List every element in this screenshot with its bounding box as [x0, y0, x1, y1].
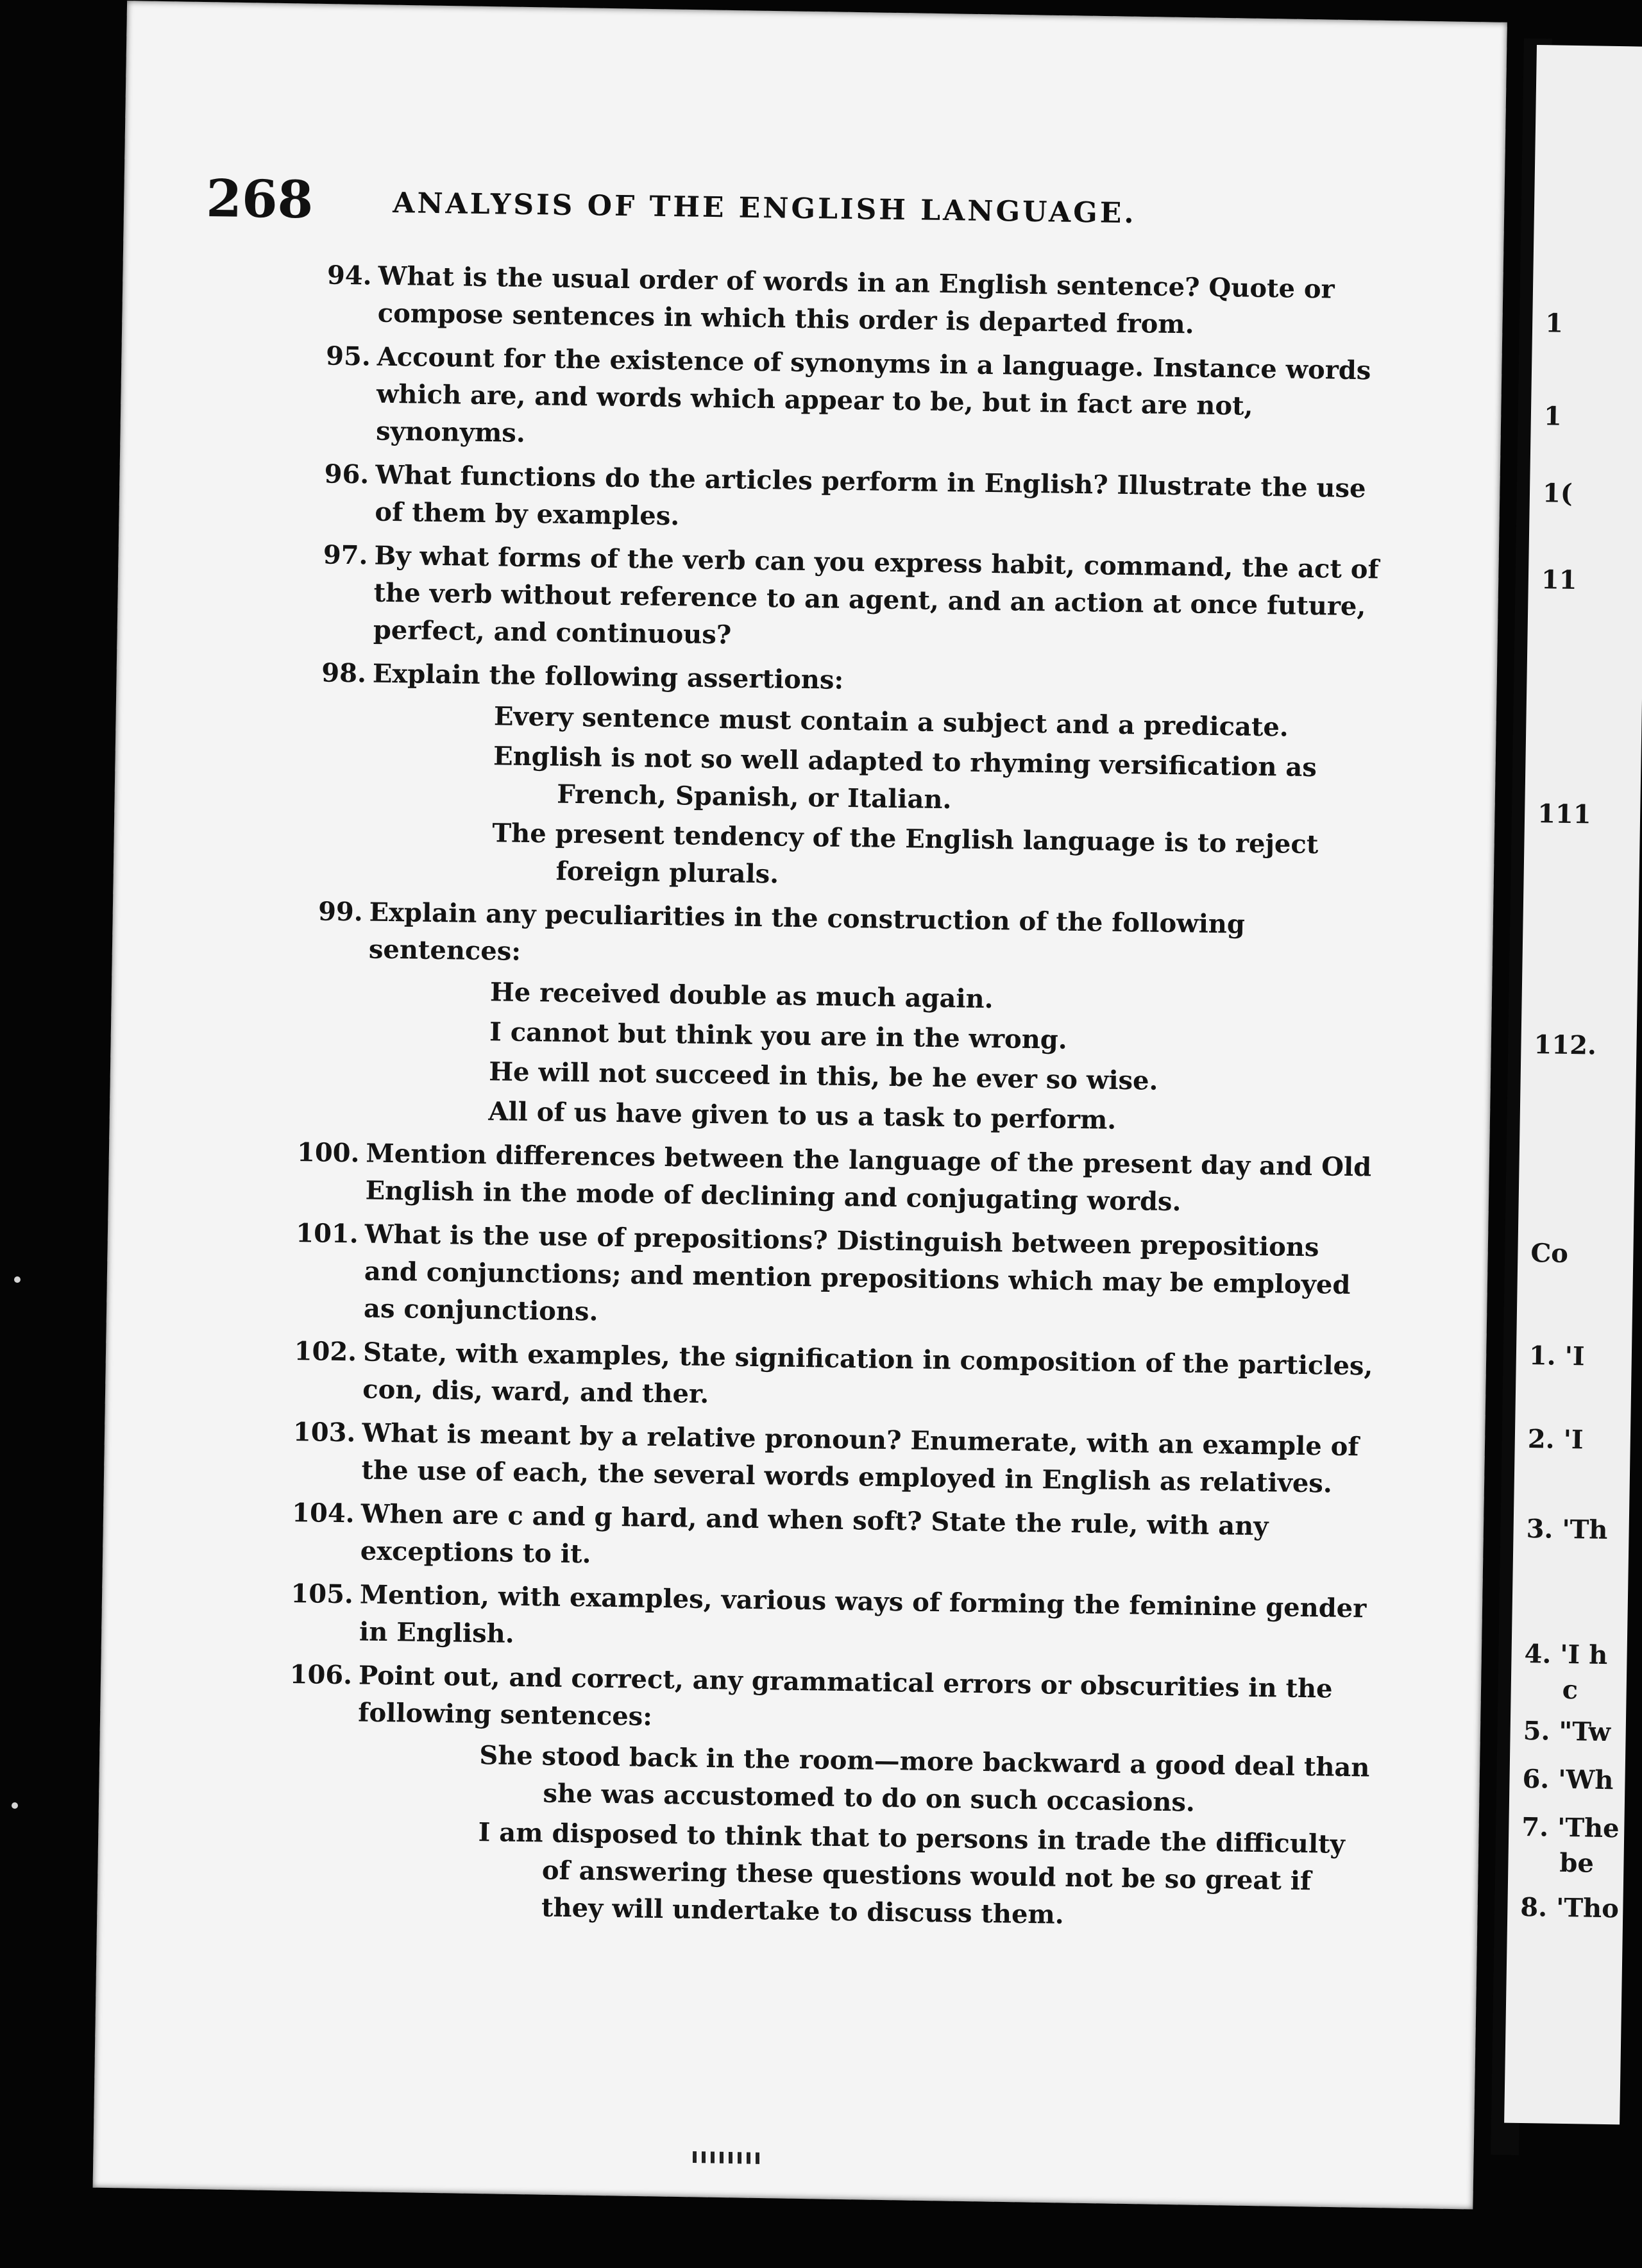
page-number: 268: [205, 168, 314, 230]
example-sentence: I am disposed to think that to persons in trade the difficulty of answering these questions would not be so great if they will undertake to discuss them.: [478, 1817, 1346, 1930]
facing-fragment: 1: [1545, 308, 1564, 339]
example-sentence: Every sentence must contain a subject and a predicate.: [493, 701, 1289, 743]
question-number: 100.: [296, 1137, 360, 1169]
question-text: What is meant by a relative pronoun? Enumerate, with an example of the use of each, the several words employed in English as relatives.: [361, 1418, 1359, 1499]
running-title: ANALYSIS OF THE ENGLISH LANGUAGE.: [392, 187, 1137, 230]
question-number: 101.: [295, 1218, 359, 1249]
example-sentence: The present tendency of the English language is to reject foreign plurals.: [492, 818, 1319, 890]
question-item: [299, 337, 1391, 464]
question-number: 103.: [292, 1416, 356, 1448]
facing-fragment: 4. 'I h: [1524, 1639, 1608, 1671]
question-number: 97.: [323, 539, 368, 571]
example-sentence: He will not succeed in this, be he ever so wise.: [488, 1056, 1158, 1096]
facing-fragment: 6. 'Wh: [1522, 1763, 1614, 1796]
question-item: [283, 1494, 1374, 1584]
example-sentence: All of us have given to us a task to perform.: [488, 1096, 1117, 1135]
question-item: [278, 1656, 1373, 1938]
question-number: 102.: [294, 1336, 357, 1367]
facing-fragment: be: [1559, 1847, 1595, 1879]
question-text: What functions do the articles perform in English? Illustrate the use of them by examples.: [375, 459, 1366, 532]
question-number: 95.: [325, 341, 371, 372]
question-list: [278, 257, 1392, 1944]
question-text: Account for the existence of synonyms in a language. Instance words which are, and words which appear to be, but in fact are not, synonyms.: [375, 341, 1371, 448]
question-text: Point out, and correct, any grammatical errors or obscurities in the following sentences:: [357, 1660, 1333, 1732]
question-text: State, with examples, the signification in composition of the particles, con, dis, ward, and ther.: [362, 1337, 1373, 1410]
example-sentences: [366, 972, 1382, 1143]
question-text: Mention, with examples, various ways of forming the feminine gender in English.: [359, 1579, 1367, 1649]
question-text: What is the use of prepositions? Distinguish between prepositions and conjunctions; and mention prepositions which may be employed as conjunctions.: [363, 1219, 1351, 1327]
question-number: 106.: [289, 1659, 353, 1691]
example-sentence: She stood back in the room—more backward a good deal than she was accustomed to do on such occasions.: [479, 1740, 1370, 1818]
question-text: When are c and g hard, and when soft? State the rule, with any exceptions to it.: [360, 1498, 1269, 1570]
facing-fragment: 112.: [1534, 1029, 1597, 1061]
question-item: [284, 1414, 1375, 1503]
facing-fragment: 11: [1541, 564, 1577, 596]
question-number: 98.: [321, 657, 367, 689]
question-item: [292, 654, 1386, 902]
facing-fragment: 2. 'I: [1527, 1424, 1584, 1455]
scan-speck: [12, 1802, 18, 1809]
scan-speck: [14, 1276, 21, 1283]
example-sentence: I cannot but think you are in the wrong.: [489, 1017, 1068, 1055]
facing-fragment: 7. 'The: [1521, 1811, 1620, 1844]
example-sentence: He received double as much again.: [489, 977, 994, 1015]
print-specks: [693, 2151, 763, 2164]
question-number: 105.: [291, 1578, 354, 1610]
question-number: 99.: [317, 896, 364, 927]
question-text: What is the usual order of words in an English sentence? Quote or compose sentences in which this order is departed from.: [377, 260, 1335, 340]
facing-fragment: 111: [1537, 799, 1592, 830]
facing-fragment: 5. "Tw: [1523, 1715, 1611, 1748]
facing-fragment: Co: [1530, 1238, 1569, 1269]
question-text: Mention differences between the language of the present day and Old English in the mode of declining and conjugating words.: [365, 1138, 1372, 1217]
question-item: [300, 257, 1391, 346]
question-text: Explain any peculiarities in the construction of the following sentences:: [368, 897, 1246, 967]
question-number: 94.: [326, 260, 372, 291]
facing-fragment: 1(: [1542, 478, 1573, 509]
question-number: 96.: [324, 459, 369, 490]
facing-fragment: 1: [1543, 401, 1562, 432]
facing-fragment: c: [1562, 1674, 1579, 1705]
facing-fragment: 8. 'Tho: [1520, 1891, 1620, 1924]
question-item: [288, 1134, 1379, 1224]
example-sentence: English is not so well adapted to rhyming versification as French, Spanish, or Italian.: [493, 741, 1317, 815]
question-item: [285, 1333, 1376, 1423]
example-sentences: [355, 1735, 1371, 1938]
facing-fragment: 1. 'I: [1528, 1341, 1585, 1372]
question-item: [296, 536, 1387, 663]
question-number: 104.: [291, 1497, 355, 1529]
question-item: [298, 455, 1389, 545]
question-text: Explain the following assertions:: [372, 658, 844, 695]
example-sentences: [369, 697, 1385, 902]
question-item: [287, 1215, 1378, 1342]
facing-fragment: 3. 'Th: [1526, 1514, 1608, 1546]
question-text: By what forms of the verb can you express habit, command, the act of the verb without reference to an agent, and an action at once future, perfect, and continuous?: [373, 540, 1380, 650]
question-item: [282, 1575, 1373, 1665]
question-item: [289, 893, 1383, 1143]
